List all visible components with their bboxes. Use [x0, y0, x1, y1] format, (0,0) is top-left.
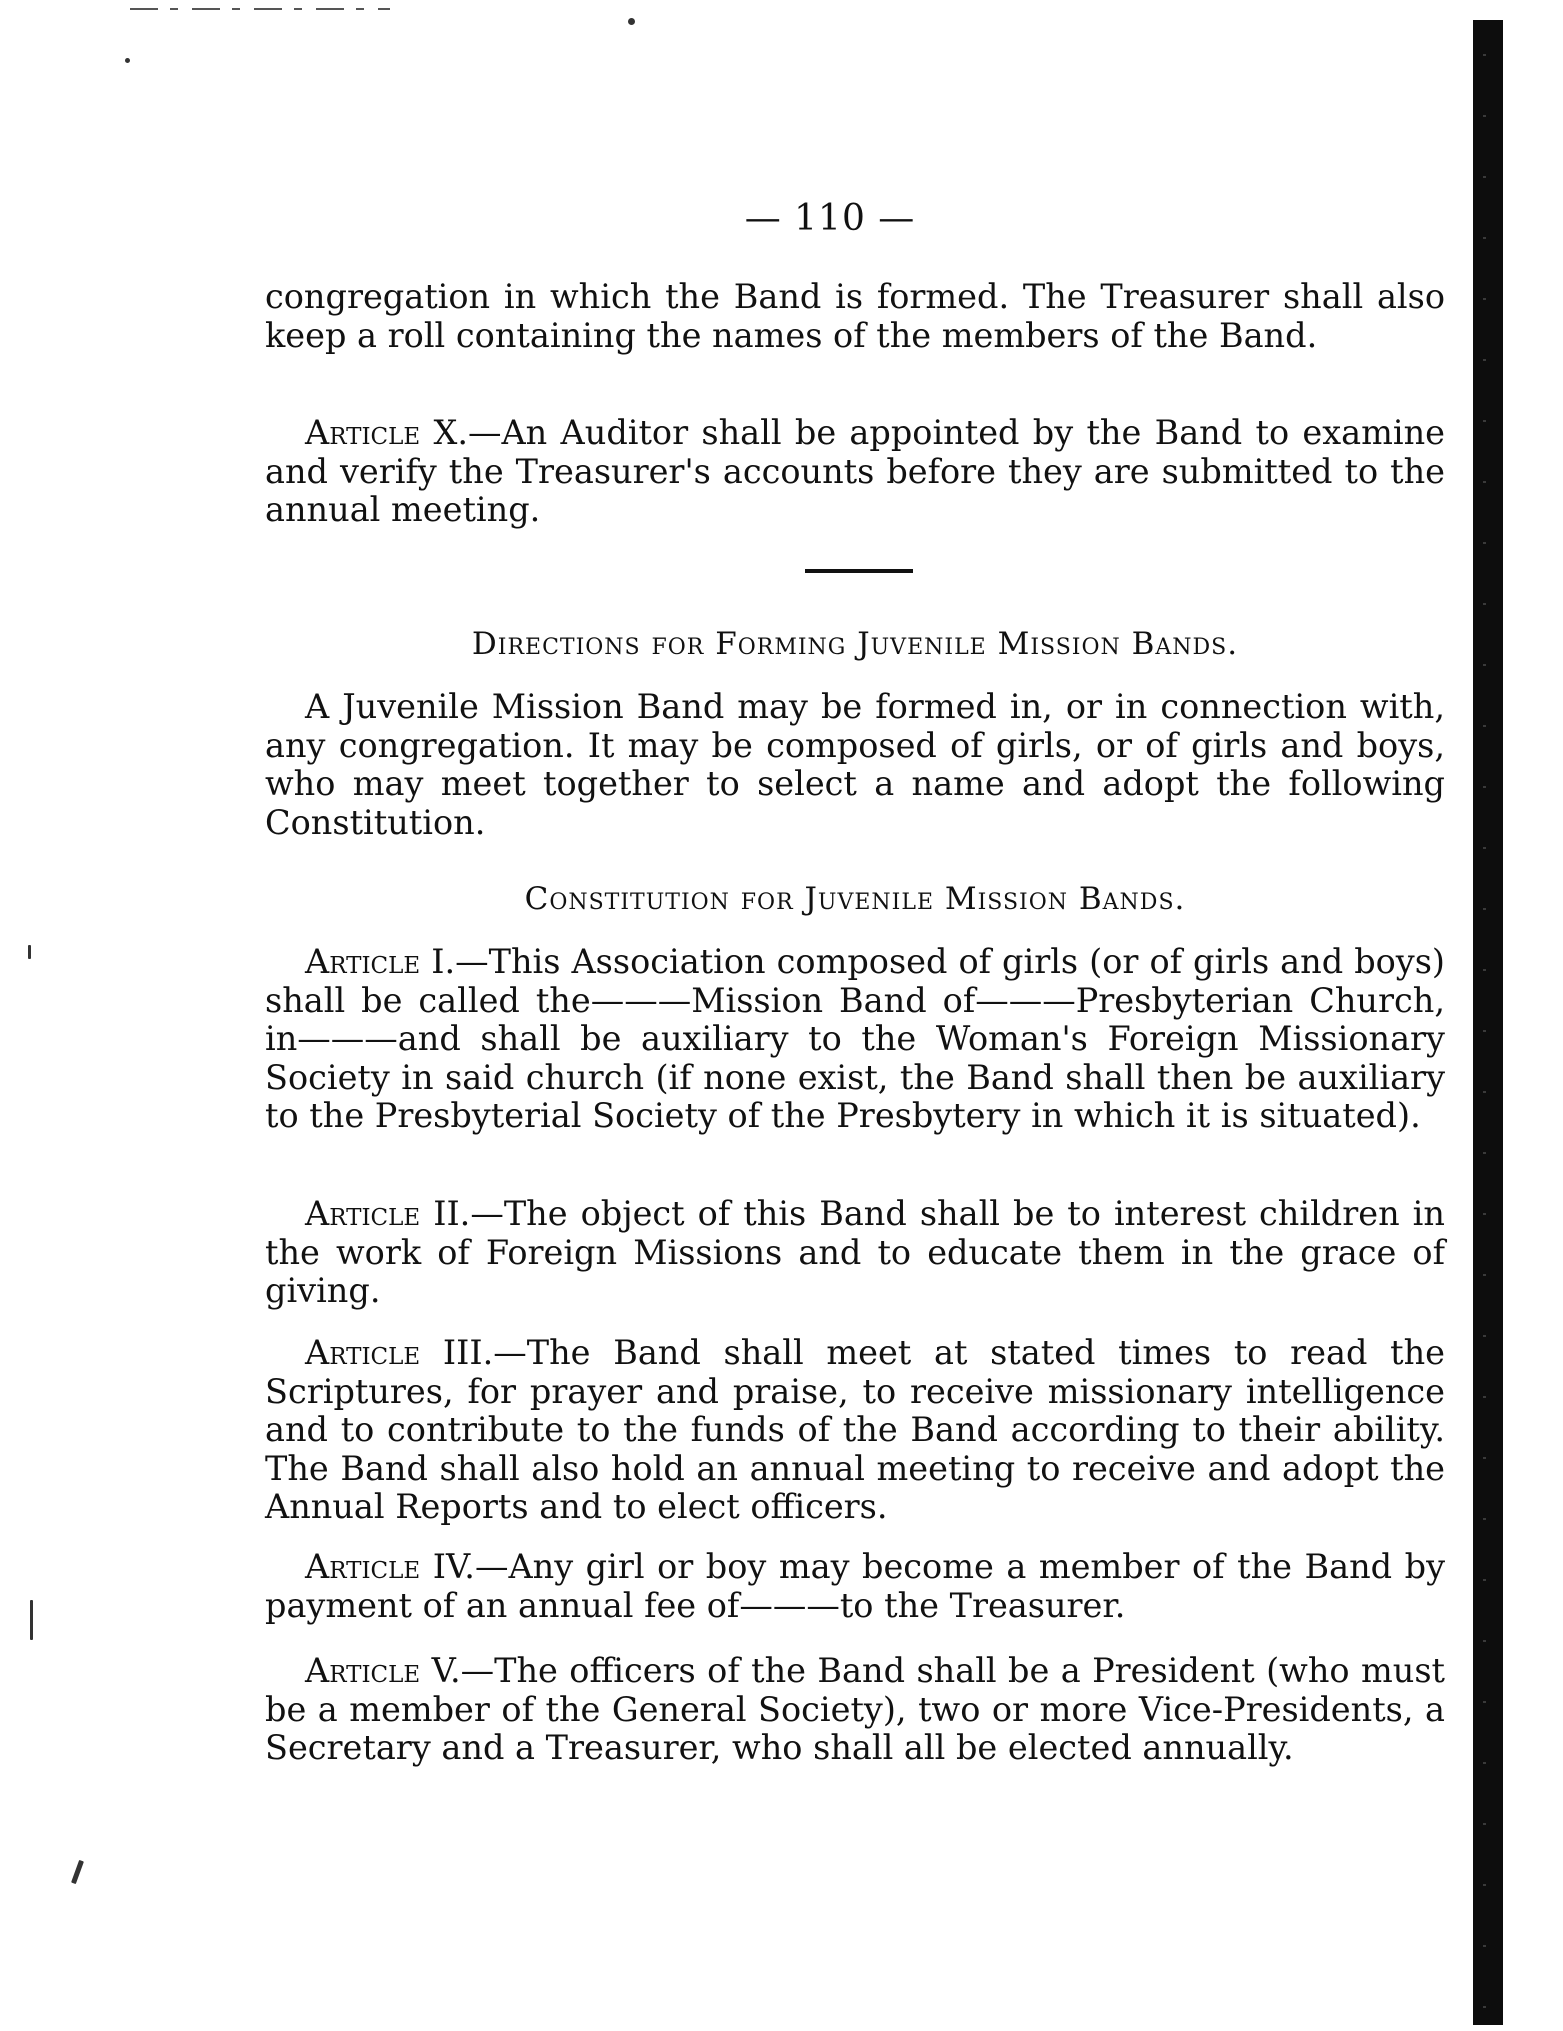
- scan-artifact-dashes: [130, 8, 390, 10]
- article-ii-text: —The object of this Band shall be to interest children in the work of Foreign Missions and to educate them in the grace of giving.: [265, 1194, 1445, 1310]
- article-v-text: —The officers of the Band shall be a President (who must be a member of the General Society), two or more Vice-Presidents, a Secretary and a Treasurer, who shall all be elected annually.: [265, 1651, 1446, 1767]
- constitution-heading: Constitution for Juvenile Mission Bands.: [524, 881, 1186, 917]
- article-i-text: —This Association composed of girls (or of girls and boys) shall be called the———Mission Band of———Presbyterian Church, in———and shall be auxiliary to the Woman's Foreign Missionary Society in said church (if none exist, the Band shall then be auxiliary to the Presbyterial Society of the Presbytery in which it is situated).: [265, 942, 1445, 1135]
- article-iii-label: Article III.: [305, 1333, 494, 1372]
- scan-speck: [30, 1600, 33, 1640]
- article-i-paragraph: [265, 943, 1445, 1136]
- page-number: — 110 —: [744, 198, 916, 239]
- paragraph-continuation: congregation in which the Band is formed. The Treasurer shall also keep a roll containing the names of the members of the Band.: [265, 277, 1445, 355]
- scan-speck: [71, 1860, 84, 1884]
- article-ii-paragraph: [265, 1195, 1445, 1311]
- article-iv-text: —Any girl or boy may become a member of the Band by payment of an annual fee of———to the Treasurer.: [265, 1547, 1445, 1625]
- article-v-label: Article V.: [305, 1651, 461, 1690]
- directions-paragraph: A Juvenile Mission Band may be formed in, or in connection with, any congregation. It may be composed of girls, or of girls and boys, who may meet together to select a name and adopt the following Constitution.: [265, 687, 1445, 842]
- section-divider-rule: [805, 569, 913, 573]
- article-x-text: —An Auditor shall be appointed by the Band to examine and verify the Treasurer's accounts before they are submitted to the annual meeting.: [265, 413, 1445, 529]
- article-x-paragraph: [265, 414, 1445, 530]
- binding-edge: [1473, 20, 1503, 2025]
- article-x-label: Article X.: [305, 413, 468, 452]
- scan-speck: [28, 945, 31, 959]
- article-iv-paragraph: [265, 1548, 1445, 1625]
- article-iv-label: Article IV.: [305, 1547, 475, 1586]
- article-iii-text: —The Band shall meet at stated times to read the Scriptures, for prayer and praise, to receive missionary intelligence and to contribute to the funds of the Band according to their ability. The Band shall also hold an annual meeting to receive and adopt the Annual Reports and to elect officers.: [265, 1333, 1445, 1526]
- scan-speck: [125, 58, 130, 63]
- article-v-paragraph: [265, 1652, 1445, 1768]
- article-i-label: Article I.: [305, 942, 456, 981]
- scan-speck: [628, 18, 635, 25]
- directions-heading: Directions for Forming Juvenile Mission Bands.: [471, 626, 1239, 662]
- article-ii-label: Article II.: [305, 1194, 471, 1233]
- article-iii-paragraph: [265, 1334, 1445, 1527]
